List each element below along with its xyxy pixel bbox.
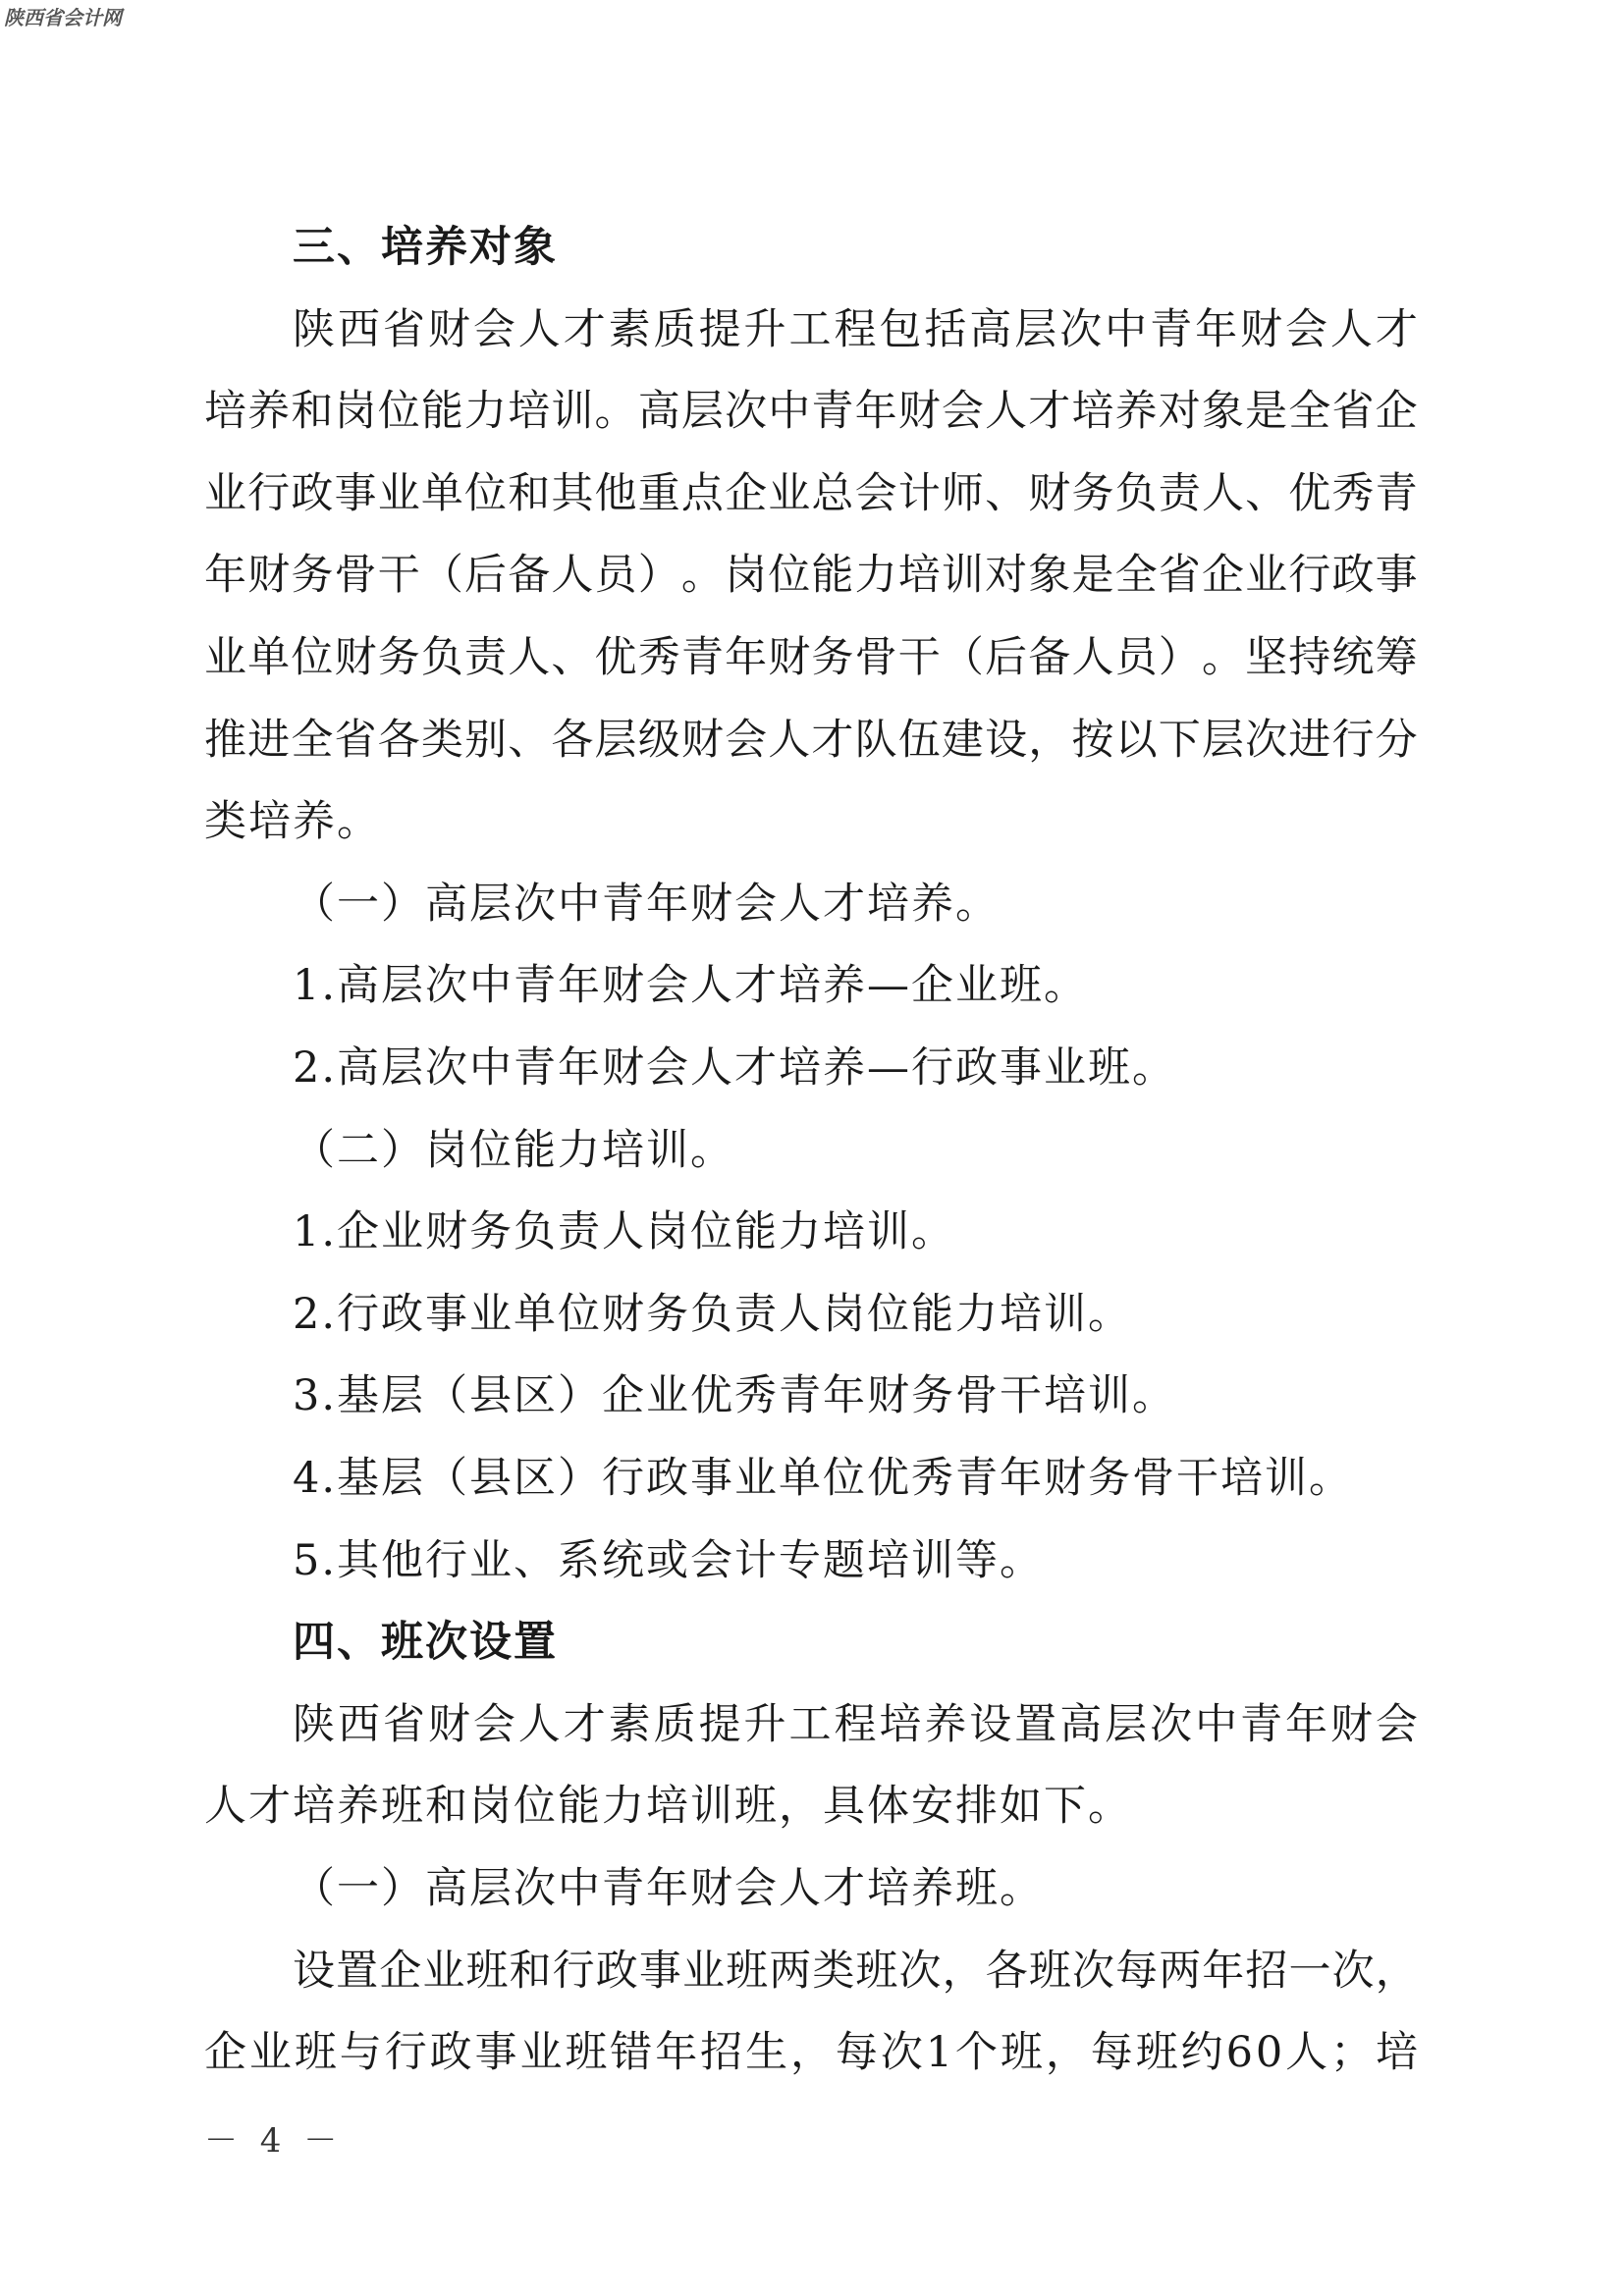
paragraph-line: 业 单 位 财 务 负 责 人 、 优 秀 青 年 财 务 骨 干 （ 后 备 人 员 ） 。 坚 持 统 筹 <box>204 633 1418 682</box>
paragraph-line: 设 置 企 业 班 和 行 政 事 业 班 两 类 班 次 ， 各 班 次 每 两 年 招 一 次 ， <box>293 1947 1418 1996</box>
paragraph-line: 培 养 和 岗 位 能 力 培 训 。 高 层 次 中 青 年 财 会 人 才 培 养 对 象 是 全 省 企 <box>204 387 1418 436</box>
paragraph-line: 年 财 务 骨 干 （ 后 备 人 员 ） 。 岗 位 能 力 培 训 对 象 是 全 省 企 业 行 政 事 <box>204 551 1418 600</box>
section-heading: 四、班次设置 <box>293 1618 558 1667</box>
paragraph-line: 类培养。 <box>204 797 381 846</box>
paragraph-line: 人才培养班和岗位能力培训班，具体安排如下。 <box>204 1782 1132 1831</box>
list-item: 1.高层次中青年财会人才培养—企业班。 <box>293 961 1089 1010</box>
paragraph-line: 陕 西 省 财 会 人 才 素 质 提 升 工 程 培 养 设 置 高 层 次 中 青 年 财 会 <box>293 1700 1418 1749</box>
paragraph-line: 推 进 全 省 各 类 别 、 各 层 级 财 会 人 才 队 伍 建 设 ， 按 以 下 层 次 进 行 分 <box>204 716 1418 765</box>
list-item: 2.行政事业单位财务负责人岗位能力培训。 <box>293 1290 1133 1339</box>
section-heading: 三、培养对象 <box>293 223 558 272</box>
paragraph-line: 陕 西 省 财 会 人 才 素 质 提 升 工 程 包 括 高 层 次 中 青 年 财 会 人 才 <box>293 305 1418 354</box>
list-item: （二）岗位能力培训。 <box>293 1126 734 1175</box>
paragraph-line: 企 业 班 与 行 政 事 业 班 错 年 招 生 ， 每 次 1 个 班 ， 每 班 约 6 0 人 ； 培 <box>204 2028 1418 2077</box>
list-item: 3.基层（县区）企业优秀青年财务骨干培训。 <box>293 1371 1177 1420</box>
list-item: 1.企业财务负责人岗位能力培训。 <box>293 1207 956 1256</box>
watermark-logo-text: 陕西省会计网 <box>4 6 122 29</box>
page-number: － 4 － <box>204 2121 344 2161</box>
list-item: （一）高层次中青年财会人才培养班。 <box>293 1864 1044 1913</box>
list-item: （一）高层次中青年财会人才培养。 <box>293 880 1000 929</box>
paragraph-line: 业 行 政 事 业 单 位 和 其 他 重 点 企 业 总 会 计 师 、 财 务 负 责 人 、 优 秀 青 <box>204 469 1418 518</box>
list-item: 4.基层（县区）行政事业单位优秀青年财务骨干培训。 <box>293 1454 1354 1503</box>
list-item: 5.其他行业、系统或会计专题培训等。 <box>293 1536 1045 1585</box>
list-item: 2.高层次中青年财会人才培养—行政事业班。 <box>293 1043 1177 1093</box>
